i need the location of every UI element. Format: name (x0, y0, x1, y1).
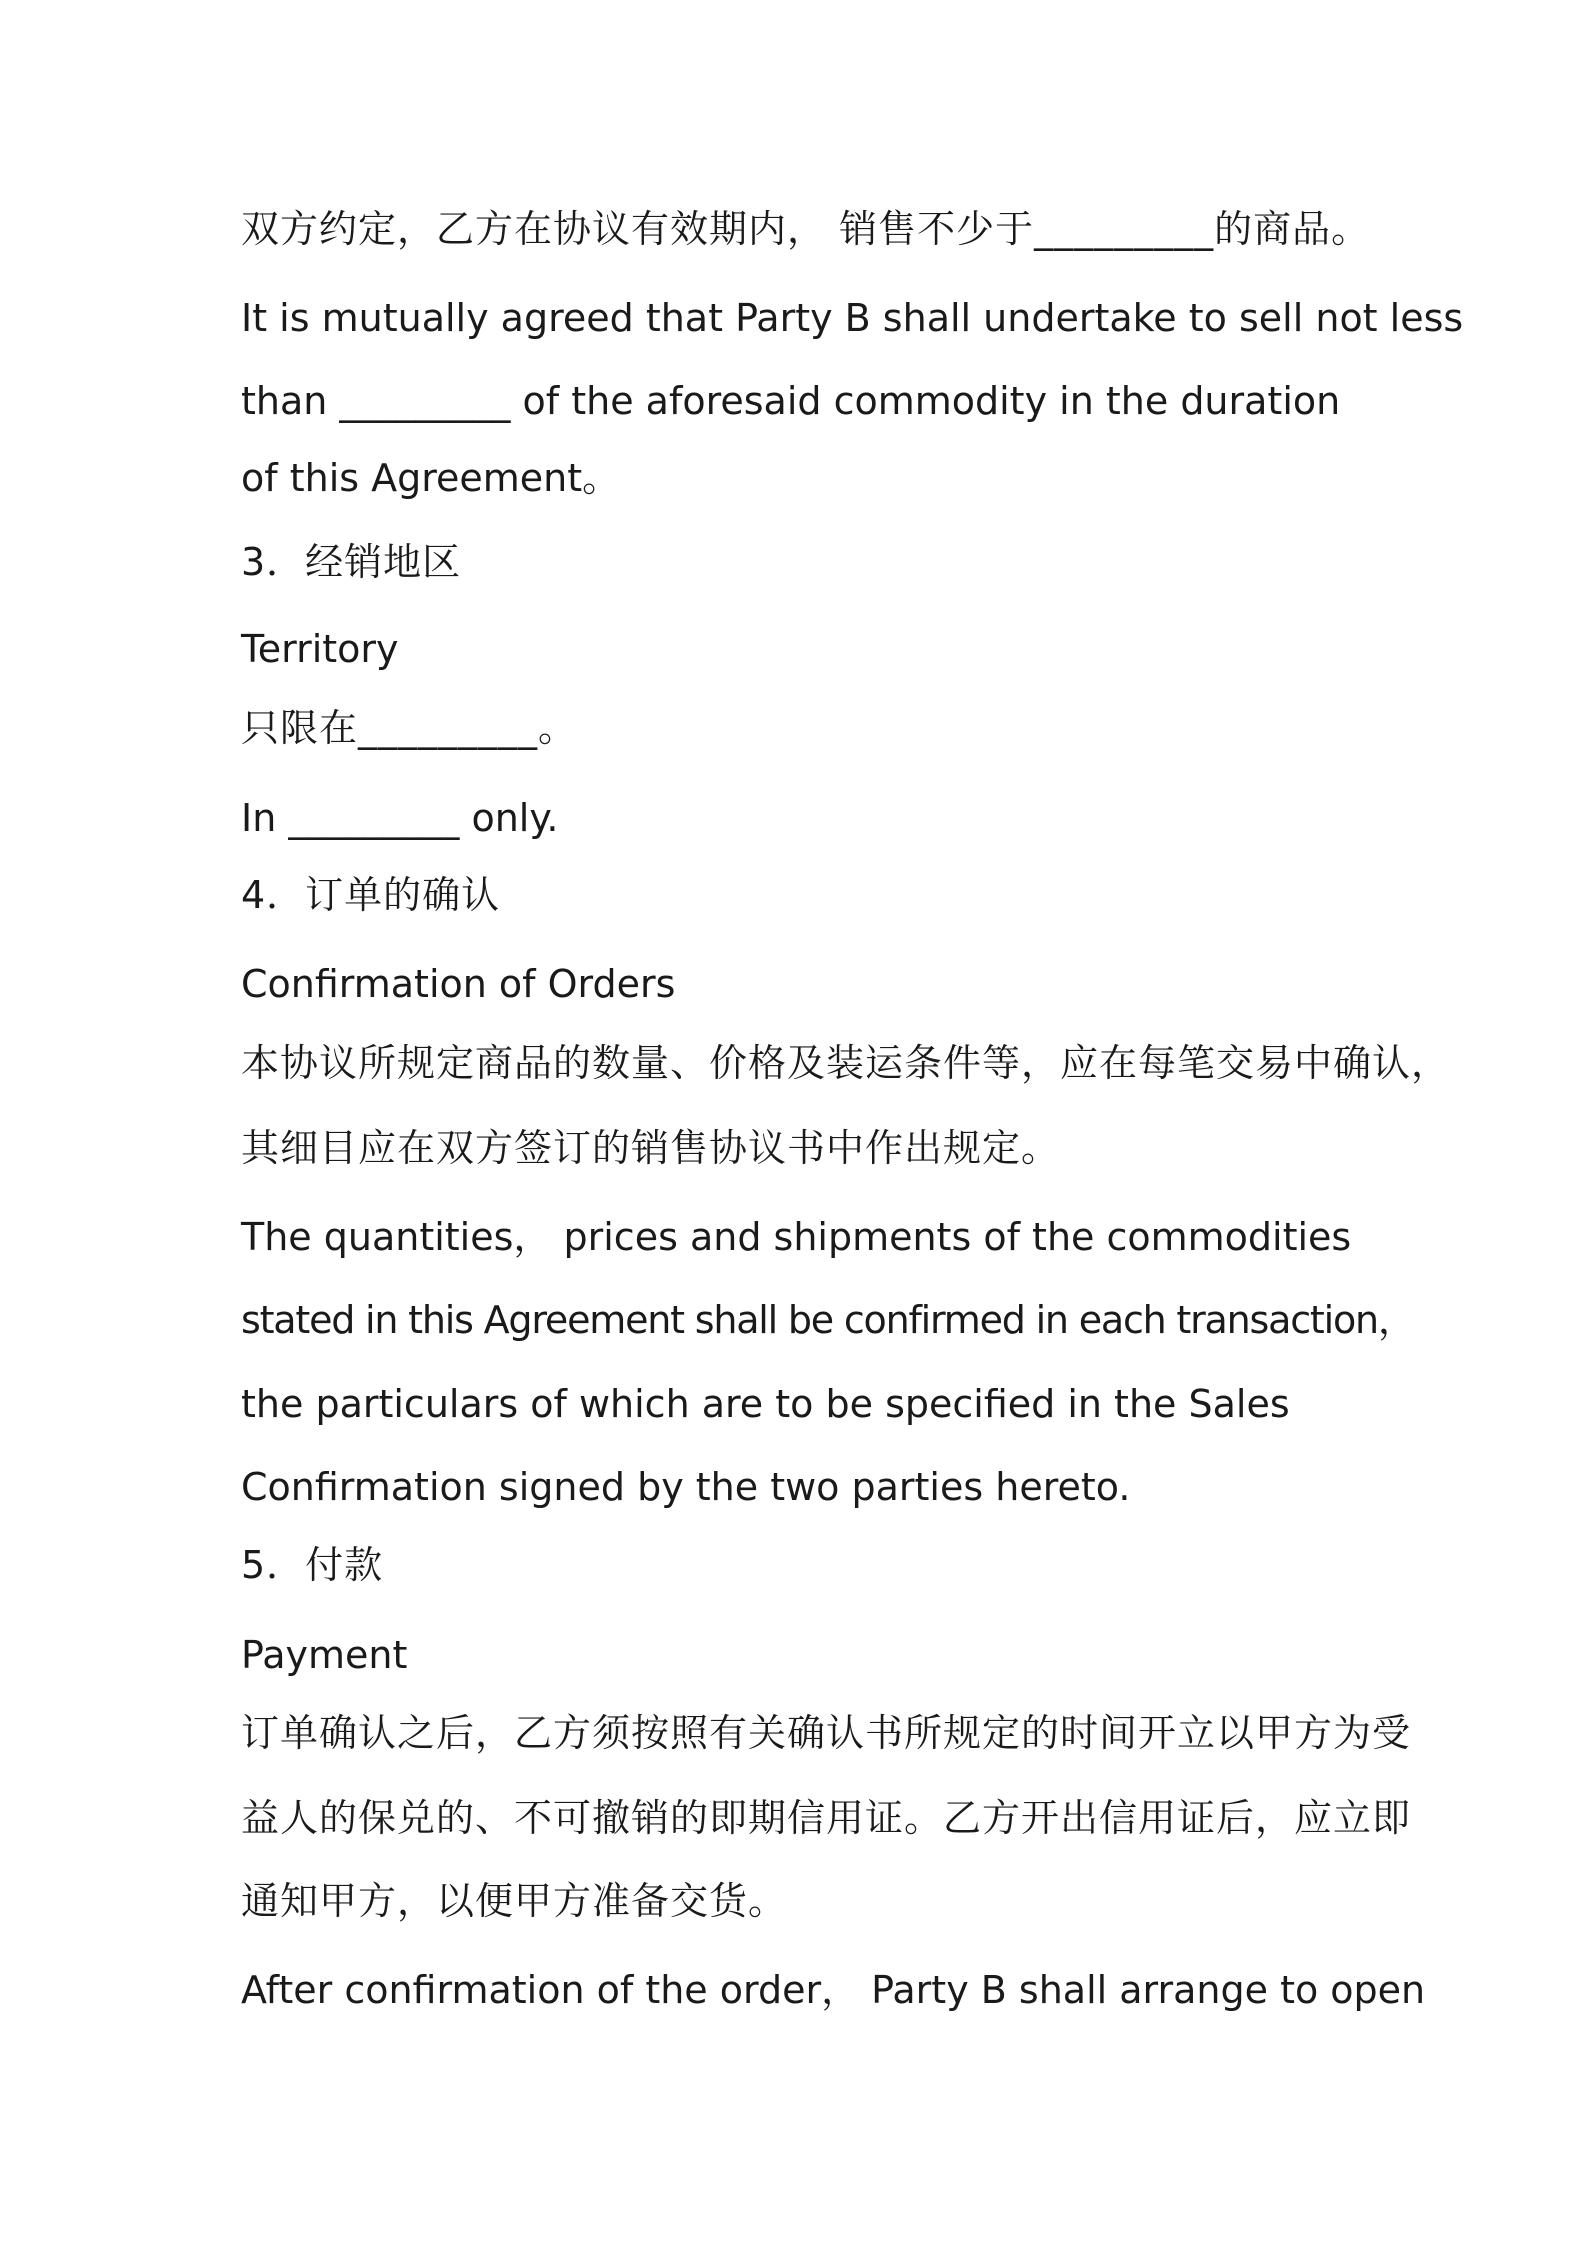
orders-text-zh-1: 本协议所规定商品的数量、价格及装运条件等，应在每笔交易中确认， (241, 1041, 1451, 1085)
section-heading-orders-zh: 4．订单的确认 (241, 873, 501, 917)
section-heading-territory-en: Territory (241, 627, 399, 671)
orders-text-en-4: Confirmation signed by the two parties hereto. (241, 1465, 1131, 1509)
payment-text-zh-2: 益人的保兑的、不可撤销的即期信用证。乙方开出信用证后，应立即 (241, 1796, 1412, 1840)
clause-quantity-zh: 双方约定，乙方在协议有效期内， 销售不少于_________的商品。 (241, 207, 1371, 251)
clause-quantity-en-1: It is mutually agreed that Party B shall undertake to sell not less (241, 296, 1464, 340)
payment-text-zh-1: 订单确认之后，乙方须按照有关确认书所规定的时间开立以甲方为受 (241, 1711, 1412, 1755)
orders-text-en-1: The quantities， prices and shipments of the commodities (241, 1215, 1352, 1259)
section-heading-territory-zh: 3．经销地区 (241, 540, 462, 584)
orders-text-en-3: the particulars of which are to be specified in the Sales (241, 1382, 1290, 1426)
territory-text-zh: 只限在_________。 (241, 706, 578, 750)
section-heading-payment-zh: 5．付款 (241, 1543, 384, 1587)
clause-quantity-en-2: than _________ of the aforesaid commodity in the duration (241, 379, 1341, 423)
orders-text-en-2: stated in this Agreement shall be confirmed in each transaction， (241, 1298, 1415, 1342)
clause-quantity-en-3: of this Agreement。 (241, 456, 621, 500)
payment-text-zh-3: 通知甲方，以便甲方准备交货。 (241, 1879, 788, 1923)
section-heading-payment-en: Payment (241, 1633, 408, 1677)
territory-text-en: In _________ only. (241, 796, 559, 840)
orders-text-zh-2: 其细目应在双方签订的销售协议书中作出规定。 (241, 1126, 1061, 1170)
section-heading-orders-en: Confirmation of Orders (241, 962, 676, 1006)
payment-text-en-1: After confirmation of the order， Party B shall arrange to open (241, 1968, 1426, 2012)
